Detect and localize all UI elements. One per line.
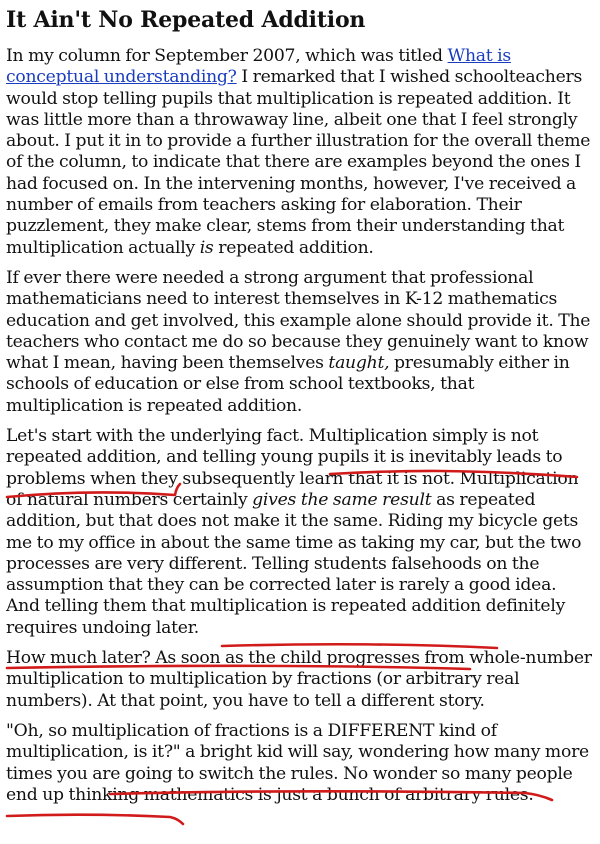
paragraph-2-emphasis: taught, [328, 353, 390, 374]
paragraph-5-text-a: "Oh, so [6, 720, 72, 741]
article-title: It Ain't No Repeated Addition [6, 7, 366, 33]
paragraph-2-text-b: presumably either in schools of education or else from school textbooks, that multiplication is repeated addition. [6, 353, 570, 416]
paragraph-4: How much later? As soon as the child progresses from whole-number multiplication to multiplication by fractions (or arbitrary real numbers). At that point, you have to tell a different story. [6, 648, 592, 711]
paragraph-3 [6, 426, 594, 639]
paragraph-3-text-b: and telling young pupils it is inevitably leads to problems when they subsequently learn that it is not. Multiplication of natural numbers certainly [6, 447, 579, 510]
paragraph-1-text-a: In my column for September 2007, which was titled [6, 46, 448, 66]
paragraph-1-text-b: I remarked that I wished schoolteachers would stop telling pupils that multiplication is repeated addition. It was little more than a throwaway line, albeit one that I feel strongly about. I put it in to provide a further illustration for the overall theme of the column, to indicate that there are examples beyond the ones I had focused on. In the intervening months, however, I've received a number of emails from teachers asking for elaboration. Their puzzlement, they make clear, stems from their understanding that multiplication actually [6, 67, 591, 258]
paragraph-3-emphasis: gives the same result [252, 489, 432, 510]
highlight-not-repeated-addition: Multiplication simply is not repeated addition, [6, 426, 539, 468]
column-link[interactable]: What is conceptual understanding? [6, 46, 511, 88]
paragraph-5-text-b: a bright kid will say, wondering how many more times you are going to switch the rules. No wonder so many people end up thinking mathematics is just a bunch of arbitrary rules. [6, 742, 589, 805]
paragraph-1-text-c: repeated addition. [213, 237, 374, 258]
paragraph-3-text-a: Let's start with the underlying fact. [6, 426, 309, 447]
paragraph-5 [6, 721, 594, 806]
paragraph-2-text-a: If ever there were needed a strong argument that professional mathematicians need to interest themselves in K-12 mathematics education and get involved, this example alone should provide it. The teachers who contact me do so because they genuinely want to know what I mean, having been themselves [6, 267, 591, 374]
paragraph-3-text-c: as repeated addition, but that does not make it the same. Riding my bicycle gets me to my office in about the same time as taking my car, but the two processes are very different. Telling students falsehoods on the assumption that they can be corrected later is rarely a good idea. And [6, 489, 582, 617]
paragraph-2 [6, 268, 594, 417]
paragraph-1 [6, 46, 594, 259]
highlight-requires-undoing: telling them that multiplication is repeated addition definitely requires undoing later. [6, 596, 566, 638]
highlight-different-multiplication: multiplication of fractions is a DIFFERENT kind of multiplication, is it?" [6, 720, 497, 763]
paragraph-1-emphasis: is [199, 237, 214, 258]
